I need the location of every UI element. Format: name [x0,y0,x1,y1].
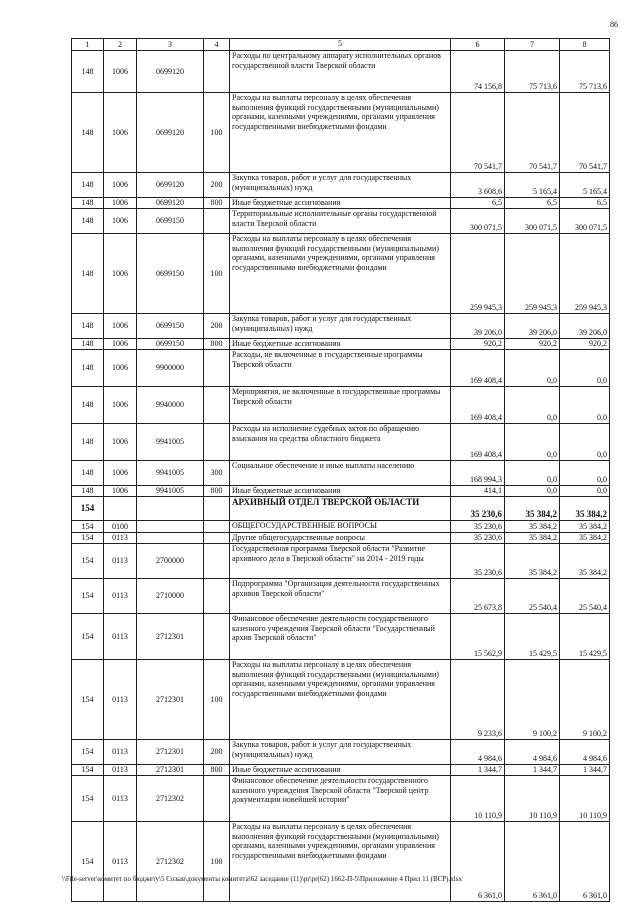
cell-c8: 0,0 [560,486,610,497]
cell-c2: 0113 [104,822,137,902]
cell-c2: 1006 [104,424,137,461]
cell-c2: 1006 [104,314,137,339]
cell-c6: 9 233,6 [451,660,505,740]
table-row [72,660,610,740]
cell-c6: 1 344,7 [451,765,505,776]
table-row [72,740,610,765]
cell-c6: 35 230,6 [451,497,505,521]
cell-c5: Иные бюджетные ассигнования [230,339,451,350]
cell-c1: 148 [72,93,104,173]
table-row [72,387,610,424]
table-row [72,51,610,93]
table-row [72,350,610,387]
cell-c8: 0,0 [560,387,610,424]
cell-c3 [137,497,204,521]
cell-c1: 154 [72,765,104,776]
cell-c6: 169 408,4 [451,424,505,461]
cell-c5: Иные бюджетные ассигнования [230,198,451,209]
cell-c3: 2700000 [137,544,204,579]
cell-c6: 25 673,8 [451,579,505,614]
header-col-2: 2 [104,39,137,51]
cell-c1: 148 [72,486,104,497]
table-row [72,579,610,614]
cell-c4 [204,614,230,660]
cell-c2: 0113 [104,776,137,822]
cell-c7: 0,0 [505,424,560,461]
cell-c1: 154 [72,614,104,660]
header-row [72,39,610,51]
cell-c1: 154 [72,822,104,902]
cell-c5: Мероприятия, не включенные в государственные программы Тверской области [230,387,451,424]
cell-c4 [204,544,230,579]
cell-c1: 148 [72,339,104,350]
cell-c5: Подпрограмма "Организация деятельности государственных архивов Тверской области" [230,579,451,614]
cell-c5: Закупка товаров, работ и услуг для государственных (муниципальных) нужд [230,314,451,339]
cell-c7: 4 984,6 [505,740,560,765]
cell-c3: 0699120 [137,51,204,93]
cell-c5: Другие общегосударственные вопросы [230,533,451,544]
cell-c7: 259 945,3 [505,234,560,314]
cell-c7: 0,0 [505,350,560,387]
cell-c7: 35 384,2 [505,533,560,544]
cell-c7: 6,5 [505,198,560,209]
cell-c1: 154 [72,497,104,521]
cell-c4: 200 [204,740,230,765]
cell-c7: 35 384,2 [505,544,560,579]
cell-c8: 6 361,0 [560,822,610,902]
cell-c4: 200 [204,314,230,339]
cell-c1: 154 [72,544,104,579]
cell-c3 [137,533,204,544]
cell-c7: 39 206,0 [505,314,560,339]
table-row [72,173,610,198]
cell-c3: 0699150 [137,209,204,234]
cell-c1: 148 [72,198,104,209]
cell-c2: 1006 [104,350,137,387]
table-row [72,776,610,822]
cell-c2: 1006 [104,461,137,486]
cell-c2 [104,497,137,521]
cell-c7: 920,2 [505,339,560,350]
cell-c7: 35 384,2 [505,521,560,533]
cell-c3: 9941005 [137,486,204,497]
cell-c1: 154 [72,521,104,533]
cell-c5: Расходы на выплаты персоналу в целях обеспечения выполнения функций государственными (муниципальными) органами, казенными учреждениями, органами управления государственными внебюджетными фондами [230,822,451,902]
cell-c7: 35 384,2 [505,497,560,521]
cell-c3: 2712301 [137,614,204,660]
cell-c8: 25 540,4 [560,579,610,614]
cell-c8: 1 344,7 [560,765,610,776]
cell-c4 [204,579,230,614]
cell-c1: 154 [72,740,104,765]
cell-c6: 15 562,9 [451,614,505,660]
table-row [72,209,610,234]
cell-c6: 300 071,5 [451,209,505,234]
table-row [72,461,610,486]
cell-c6: 39 206,0 [451,314,505,339]
cell-c2: 0113 [104,533,137,544]
header-col-6: 6 [451,39,505,51]
table-row [72,93,610,173]
cell-c8: 6,5 [560,198,610,209]
cell-c6: 6 361,0 [451,822,505,902]
cell-c7: 15 429,5 [505,614,560,660]
cell-c6: 259 945,3 [451,234,505,314]
cell-c6: 414,1 [451,486,505,497]
cell-c5: ОБЩЕГОСУДАРСТВЕННЫЕ ВОПРОСЫ [230,521,451,533]
cell-c4: 100 [204,822,230,902]
cell-c8: 75 713,6 [560,51,610,93]
cell-c3: 0699150 [137,314,204,339]
cell-c8: 10 110,9 [560,776,610,822]
cell-c2: 1006 [104,93,137,173]
cell-c4 [204,387,230,424]
cell-c2: 1006 [104,173,137,198]
cell-c3: 9900000 [137,350,204,387]
cell-c2: 1006 [104,198,137,209]
cell-c3: 2712301 [137,765,204,776]
cell-c5: Финансовое обеспечение деятельности государственного казенного учреждения Тверской области "Государственный архив Тверской области" [230,614,451,660]
header-col-1: 1 [72,39,104,51]
cell-c3: 9940000 [137,387,204,424]
cell-c1: 148 [72,51,104,93]
cell-c2: 0100 [104,521,137,533]
cell-c2: 1006 [104,387,137,424]
table-row [72,533,610,544]
cell-c3: 0699150 [137,339,204,350]
cell-c3: 2712302 [137,822,204,902]
cell-c6: 35 230,6 [451,521,505,533]
cell-c7: 75 713,6 [505,51,560,93]
cell-c3: 0699120 [137,93,204,173]
cell-c7: 0,0 [505,486,560,497]
cell-c1: 154 [72,660,104,740]
header-col-7: 7 [505,39,560,51]
cell-c5: Государственная программа Тверской области "Развитие архивного дела в Тверской области" на 2014 - 2019 годы [230,544,451,579]
cell-c6: 10 110,9 [451,776,505,822]
cell-c4 [204,350,230,387]
cell-c5: АРХИВНЫЙ ОТДЕЛ ТВЕРСКОЙ ОБЛАСТИ [230,497,451,521]
table-row [72,765,610,776]
table-row [72,314,610,339]
table-row [72,614,610,660]
cell-c1: 154 [72,579,104,614]
cell-c7: 9 100,2 [505,660,560,740]
cell-c8: 70 541,7 [560,93,610,173]
cell-c3: 2712302 [137,776,204,822]
cell-c4 [204,521,230,533]
cell-c7: 25 540,4 [505,579,560,614]
cell-c1: 154 [72,776,104,822]
cell-c6: 169 408,4 [451,387,505,424]
cell-c5: Расходы, не включенные в государственные программы Тверской области [230,350,451,387]
cell-c7: 300 071,5 [505,209,560,234]
cell-c5: Расходы на выплаты персоналу в целях обеспечения выполнения функций государственными (муниципальными) органами, казенными учреждениями, органами управления государственными внебюджетными фондами [230,93,451,173]
cell-c8: 35 384,2 [560,521,610,533]
cell-c7: 6 361,0 [505,822,560,902]
cell-c7: 5 165,4 [505,173,560,198]
cell-c6: 70 541,7 [451,93,505,173]
cell-c4 [204,209,230,234]
cell-c2: 1006 [104,234,137,314]
cell-c3: 9941005 [137,424,204,461]
header-col-3: 3 [137,39,204,51]
cell-c4 [204,776,230,822]
cell-c5: Расходы на выплаты персоналу в целях обеспечения выполнения функций государственными (муниципальными) органами, казенными учреждениями, органами управления государственными внебюджетными фондами [230,234,451,314]
page-number: 86 [610,20,618,29]
cell-c8: 0,0 [560,350,610,387]
cell-c2: 1006 [104,209,137,234]
cell-c6: 920,2 [451,339,505,350]
cell-c8: 35 384,2 [560,544,610,579]
cell-c5: Расходы на выплаты персоналу в целях обеспечения выполнения функций государственными (муниципальными) органами, казенными учреждениями, органами управления государственными внебюджетными фондами [230,660,451,740]
cell-c3: 0699120 [137,173,204,198]
cell-c2: 0113 [104,579,137,614]
budget-table [71,38,610,902]
cell-c4: 800 [204,765,230,776]
cell-c3 [137,521,204,533]
cell-c8: 259 945,3 [560,234,610,314]
cell-c3: 2710000 [137,579,204,614]
cell-c1: 148 [72,173,104,198]
header-col-5: 5 [230,39,451,51]
cell-c5: Расходы по центральному аппарату исполнительных органов государственной власти Тверской области [230,51,451,93]
cell-c2: 0113 [104,614,137,660]
table-row [72,234,610,314]
cell-c8: 35 384,2 [560,497,610,521]
table-row [72,544,610,579]
cell-c8: 0,0 [560,461,610,486]
cell-c3: 0699120 [137,198,204,209]
cell-c6: 169 408,4 [451,350,505,387]
table-row [72,424,610,461]
cell-c4: 800 [204,198,230,209]
cell-c5: Территориальные исполнительные органы государственной власти Тверской области [230,209,451,234]
cell-c2: 0113 [104,544,137,579]
cell-c2: 1006 [104,339,137,350]
table-row [72,822,610,902]
cell-c8: 300 071,5 [560,209,610,234]
table-row [72,486,610,497]
cell-c1: 148 [72,461,104,486]
cell-c8: 35 384,2 [560,533,610,544]
cell-c4: 800 [204,339,230,350]
cell-c4 [204,533,230,544]
cell-c2: 0113 [104,765,137,776]
cell-c1: 148 [72,424,104,461]
cell-c1: 154 [72,533,104,544]
cell-c8: 920,2 [560,339,610,350]
cell-c7: 10 110,9 [505,776,560,822]
table-row [72,339,610,350]
cell-c4: 800 [204,486,230,497]
cell-c4: 100 [204,234,230,314]
file-path-footer: \\File-server\комитет по бюджету\5 Созыв\документы комитета\62 заседание (11)\pr\pr(62) 1662-П-5\Приложение 4 Прил 11 (ВСР).xlsx [62,875,462,883]
cell-c4: 200 [204,173,230,198]
cell-c4 [204,497,230,521]
cell-c3: 2712301 [137,740,204,765]
cell-c5: Социальное обеспечение и иные выплаты населению [230,461,451,486]
cell-c5: Финансовое обеспечение деятельности государственного казенного учреждения Тверской области "Тверской центр документации новейшей истории" [230,776,451,822]
cell-c2: 0113 [104,740,137,765]
cell-c8: 4 984,6 [560,740,610,765]
cell-c6: 35 230,6 [451,544,505,579]
cell-c4 [204,424,230,461]
cell-c1: 148 [72,387,104,424]
header-col-8: 8 [560,39,610,51]
cell-c3: 9941005 [137,461,204,486]
cell-c6: 168 994,3 [451,461,505,486]
cell-c1: 148 [72,234,104,314]
cell-c4: 300 [204,461,230,486]
header-col-4: 4 [204,39,230,51]
cell-c2: 0113 [104,660,137,740]
cell-c3: 0699150 [137,234,204,314]
cell-c8: 0,0 [560,424,610,461]
cell-c8: 15 429,5 [560,614,610,660]
cell-c8: 39 206,0 [560,314,610,339]
cell-c1: 148 [72,209,104,234]
cell-c4 [204,51,230,93]
cell-c4: 100 [204,660,230,740]
cell-c6: 35 230,6 [451,533,505,544]
table-row [72,497,610,521]
cell-c5: Закупка товаров, работ и услуг для государственных (муниципальных) нужд [230,173,451,198]
cell-c6: 74 156,8 [451,51,505,93]
cell-c5: Закупка товаров, работ и услуг для государственных (муниципальных) нужд [230,740,451,765]
cell-c1: 148 [72,350,104,387]
cell-c7: 1 344,7 [505,765,560,776]
table-row [72,521,610,533]
cell-c8: 5 165,4 [560,173,610,198]
cell-c7: 0,0 [505,461,560,486]
cell-c6: 6,5 [451,198,505,209]
cell-c8: 9 100,2 [560,660,610,740]
cell-c4: 100 [204,93,230,173]
cell-c2: 1006 [104,51,137,93]
cell-c2: 1006 [104,486,137,497]
cell-c5: Иные бюджетные ассигнования [230,765,451,776]
cell-c6: 3 608,6 [451,173,505,198]
cell-c6: 4 984,6 [451,740,505,765]
cell-c3: 2712301 [137,660,204,740]
cell-c7: 70 541,7 [505,93,560,173]
cell-c7: 0,0 [505,387,560,424]
cell-c1: 148 [72,314,104,339]
cell-c5: Расходы на исполнение судебных актов по обращению взыскания на средства областного бюджета [230,424,451,461]
table-row [72,198,610,209]
cell-c5: Иные бюджетные ассигнования [230,486,451,497]
